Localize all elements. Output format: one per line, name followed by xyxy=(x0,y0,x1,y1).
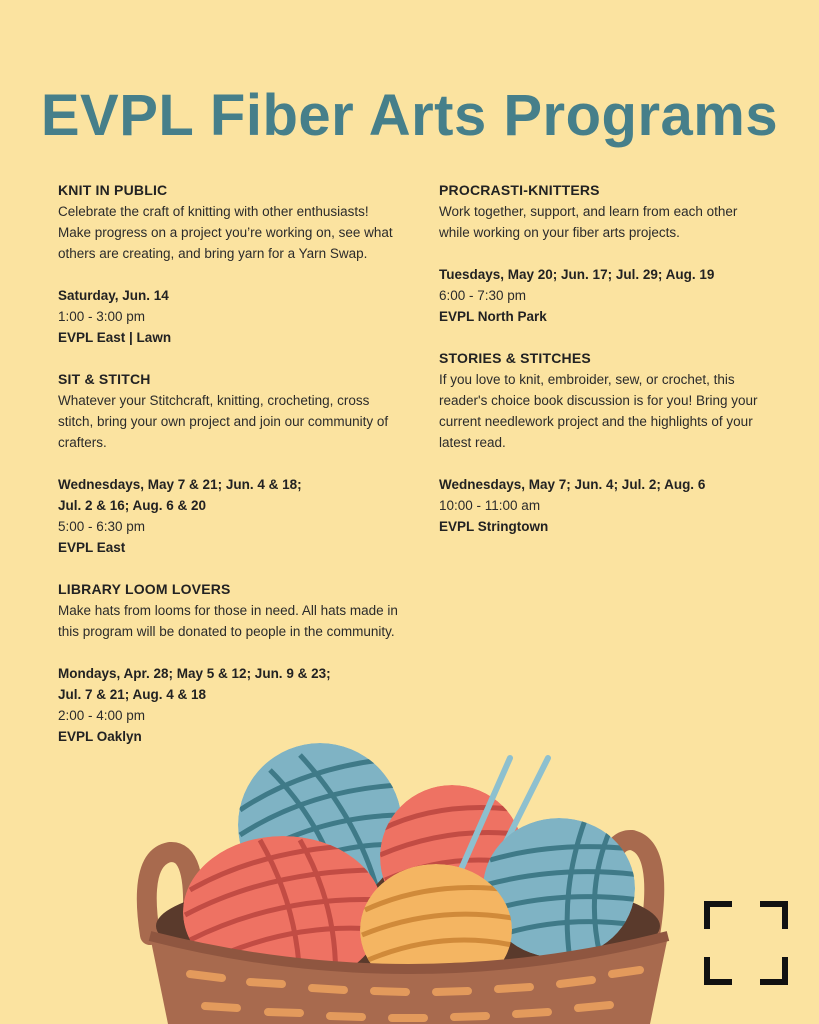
program-title: STORIES & STITCHES xyxy=(439,350,591,366)
page-title: EVPL Fiber Arts Programs xyxy=(40,83,779,148)
program-location: EVPL North Park xyxy=(439,309,547,324)
program-description: If you love to knit, embroider, sew, or crochet, this reader's choice book discussion is for you! Bring your current needlework project and the highlights of your latest read. xyxy=(439,372,758,450)
program-description: Make hats from looms for those in need. All hats made in this program will be donated to people in the community. xyxy=(58,603,398,639)
program-time: 1:00 - 3:00 pm xyxy=(58,309,146,324)
program-title: LIBRARY LOOM LOVERS xyxy=(58,581,231,597)
program-dates: Saturday, Jun. 14 xyxy=(58,288,169,303)
program-dates: Tuesdays, May 20; Jun. 17; Jul. 29; Aug. 19 xyxy=(439,267,715,282)
program-title: SIT & STITCH xyxy=(58,371,151,387)
program-location: EVPL East xyxy=(58,540,126,555)
right-column xyxy=(439,180,769,558)
program-description: Whatever your Stitchcraft, knitting, crocheting, cross stitch, bring your own project and join our community of crafters. xyxy=(58,393,389,450)
program-description: Celebrate the craft of knitting with other enthusiasts! Make progress on a project you’re working on, see what others are creating, and bring yarn for a Yarn Swap. xyxy=(58,204,393,261)
left-column xyxy=(58,180,398,768)
program-description: Work together, support, and learn from each other while working on your fiber arts projects. xyxy=(439,204,738,240)
program-time: 2:00 - 4:00 pm xyxy=(58,708,146,723)
program-dates: Jul. 2 & 16; Aug. 6 & 20 xyxy=(58,498,207,513)
program-location: EVPL Stringtown xyxy=(439,519,549,534)
program-time: 5:00 - 6:30 pm xyxy=(58,519,146,534)
program-dates: Wednesdays, May 7; Jun. 4; Jul. 2; Aug. 6 xyxy=(439,477,706,492)
program-title: PROCRASTI-KNITTERS xyxy=(439,182,600,198)
program-time: 6:00 - 7:30 pm xyxy=(439,288,527,303)
program-library-loom-lovers xyxy=(58,579,398,747)
program-dates: Mondays, Apr. 28; May 5 & 12; Jun. 9 & 23; xyxy=(58,666,331,681)
program-dates: Jul. 7 & 21; Aug. 4 & 18 xyxy=(58,687,207,702)
evpl-logo-icon xyxy=(704,901,788,985)
program-dates: Wednesdays, May 7 & 21; Jun. 4 & 18; xyxy=(58,477,302,492)
program-stories-and-stitches xyxy=(439,348,769,537)
program-sit-and-stitch xyxy=(58,369,398,558)
program-knit-in-public xyxy=(58,180,398,348)
program-location: EVPL East | Lawn xyxy=(58,330,172,345)
program-procrasti-knitters xyxy=(439,180,769,327)
program-location: EVPL Oaklyn xyxy=(58,729,142,744)
program-time: 10:00 - 11:00 am xyxy=(439,498,541,513)
yarn-basket-illustration xyxy=(0,740,819,1024)
program-title: KNIT IN PUBLIC xyxy=(58,182,168,198)
